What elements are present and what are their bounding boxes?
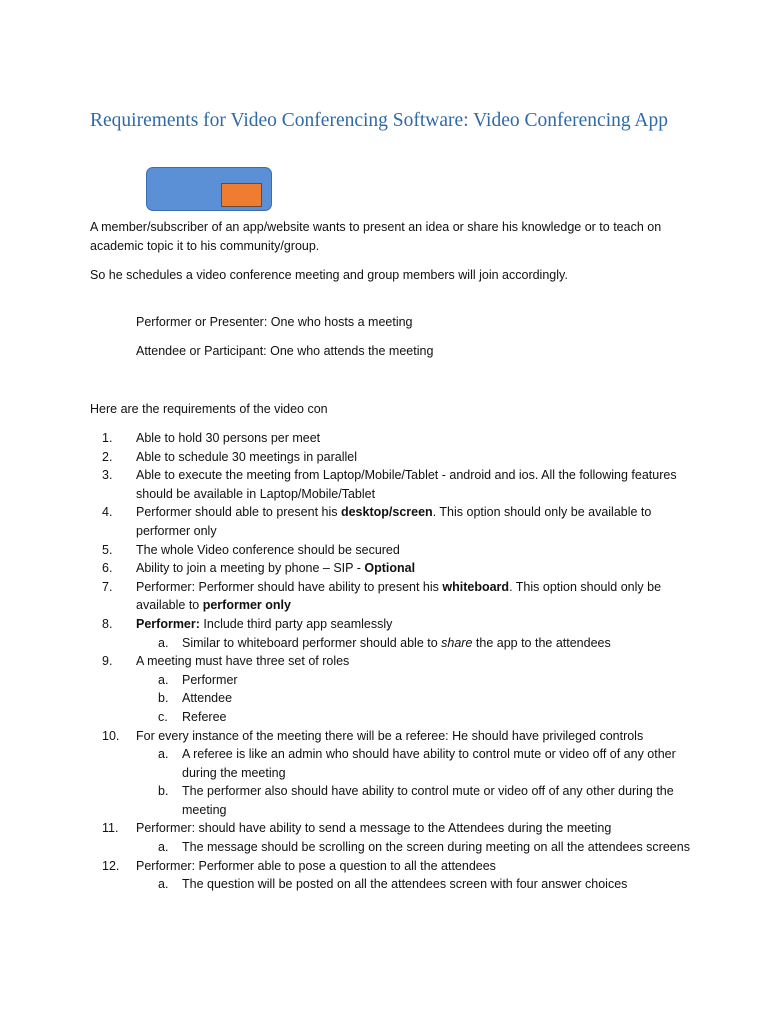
item-bold-text: Optional: [364, 561, 416, 576]
sub-item-letter: a.: [158, 747, 169, 762]
sub-list-item: [136, 671, 690, 690]
sub-item-letter: b.: [158, 691, 169, 706]
sub-list-item: [136, 875, 690, 894]
item-bold-text: desktop/screen: [340, 505, 433, 520]
document-title: Requirements for Video Conferencing Software: Video Conferencing App: [90, 110, 669, 131]
sub-item-letter: a.: [158, 672, 169, 687]
list-item: [90, 448, 690, 467]
item-number: 3.: [102, 468, 113, 483]
sub-list-item: [136, 838, 690, 857]
list-item: [90, 541, 690, 560]
item-number: 1.: [102, 431, 113, 445]
sub-list-item: [136, 634, 690, 653]
sub-list: [136, 875, 690, 894]
list-item: [90, 429, 690, 448]
item-text: Able to execute the meeting from Laptop/Mobile/Tablet - android and ios. All the following features should be available in Laptop/Mobile/Tablet: [136, 468, 677, 501]
list-item: [90, 857, 690, 894]
sub-list: [136, 671, 690, 727]
item-text: For every instance of the meeting there will be a referee: He should have privileged controls: [136, 728, 644, 743]
sub-item-letter: b.: [158, 784, 169, 799]
sub-item-text: the app to the attendees: [472, 635, 611, 650]
sub-list-item: [136, 745, 690, 782]
item-text: Include third party app seamlessly: [199, 616, 393, 631]
requirements-list: [90, 429, 690, 894]
sub-item-text: Attendee: [182, 691, 233, 706]
sub-list: [136, 838, 690, 857]
item-number: 10.: [102, 728, 120, 743]
list-intro: Here are the requirements of the video con: [90, 402, 328, 416]
sub-list: [136, 634, 690, 653]
item-number: 11.: [102, 821, 119, 836]
sub-item-text: Similar to whiteboard performer should able to: [182, 635, 442, 650]
sub-list-item: [136, 708, 690, 727]
sub-item-letter: a.: [158, 840, 169, 855]
item-number: 12.: [102, 858, 120, 873]
sub-item-text: The message should be scrolling on the screen during meeting on all the attendees screens: [182, 840, 690, 855]
item-text: Able to schedule 30 meetings in parallel: [136, 449, 357, 464]
sub-item-letter: a.: [158, 877, 169, 892]
item-text: Able to hold 30 persons per meet: [136, 431, 321, 445]
item-number: 2.: [102, 449, 113, 464]
list-item: [90, 466, 690, 503]
item-text: Performer: Performer should have ability to present his: [136, 579, 443, 594]
sub-list: [136, 745, 690, 819]
definition-performer: Performer or Presenter: One who hosts a meeting: [136, 315, 413, 329]
intro-paragraph-1: A member/subscriber of an app/website wants to present an idea or share his knowledge or to teach on academic topic it to his community/group.: [90, 220, 662, 253]
sub-item-text: The performer also should have ability to control mute or video off of any other during the meeting: [182, 784, 674, 817]
item-number: 7.: [102, 579, 113, 594]
item-text: . This option should only be available to: [136, 579, 662, 613]
item-text: . This option should only be available to performer only: [136, 505, 652, 538]
list-item: [90, 559, 690, 578]
sub-item-text: A referee is like an admin who should have ability to control mute or video off of any other during the meeting: [182, 747, 676, 780]
item-text: Performer: should have ability to send a message to the Attendees during the meeting: [136, 821, 612, 836]
intro-paragraph-2: So he schedules a video conference meeting and group members will join accordingly.: [90, 268, 568, 282]
sub-item-text: The question will be posted on all the attendees screen with four answer choices: [182, 877, 628, 892]
item-number: 5.: [102, 542, 113, 557]
list-item: [90, 727, 690, 820]
sub-list-item: [136, 689, 690, 708]
item-text: A meeting must have three set of roles: [136, 654, 350, 669]
list-item: [90, 615, 690, 652]
item-number: 4.: [102, 505, 113, 520]
item-number: 8.: [102, 616, 113, 631]
item-number: 9.: [102, 654, 113, 669]
list-item: [90, 503, 690, 540]
sub-item-italic-text: share: [441, 635, 473, 650]
sub-item-text: Referee: [182, 709, 227, 724]
item-bold-text: Performer:: [136, 616, 200, 631]
definition-attendee: Attendee or Participant: One who attends the meeting: [136, 344, 434, 358]
item-number: 6.: [102, 561, 113, 576]
sub-item-letter: c.: [158, 709, 168, 724]
item-text: Ability to join a meeting by phone – SIP -: [136, 561, 365, 576]
list-item: [90, 819, 690, 856]
item-text: Performer should able to present his: [136, 505, 341, 520]
item-text: The whole Video conference should be secured: [136, 542, 400, 557]
sub-list-item: [136, 782, 690, 819]
list-item: [90, 652, 690, 726]
item-text: Performer: Performer able to pose a question to all the attendees: [136, 858, 496, 873]
item-bold-text: whiteboard: [442, 579, 510, 594]
item-bold-text: performer only: [202, 598, 291, 613]
list-item: [90, 578, 690, 615]
sub-item-text: Performer: [182, 672, 238, 687]
sub-item-letter: a.: [158, 635, 169, 650]
orange-square-shape: [221, 183, 262, 207]
